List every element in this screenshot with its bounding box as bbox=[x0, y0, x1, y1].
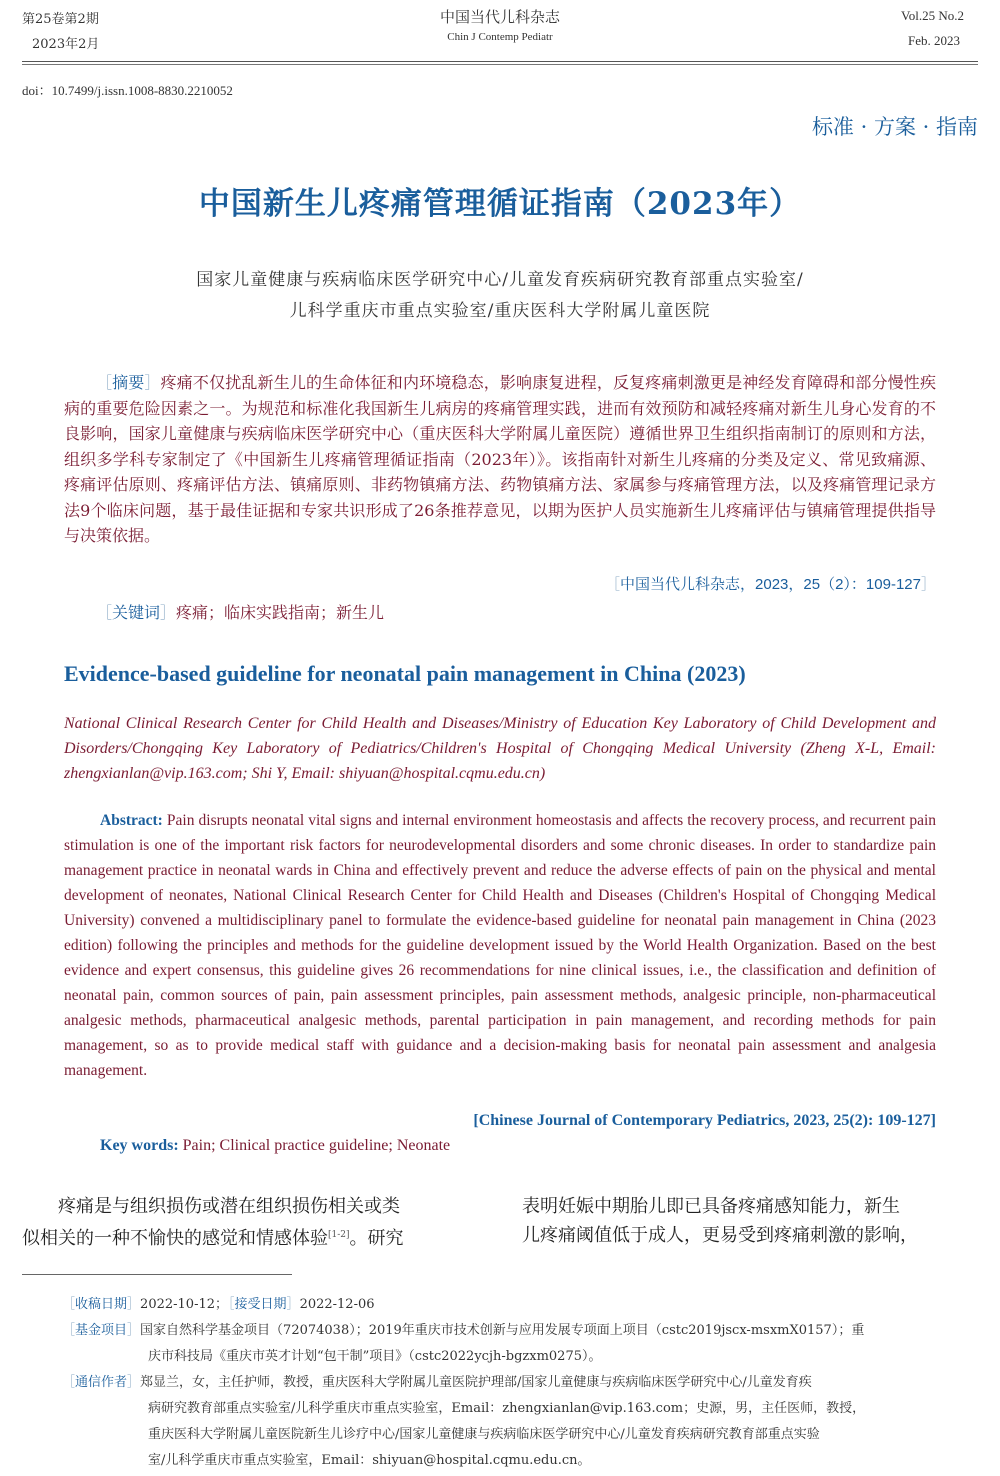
keywords-cn-text: 疼痛；临床实践指南；新生儿 bbox=[176, 603, 385, 622]
fund-label: 基金项目 bbox=[75, 1323, 128, 1338]
header-journal-cn: 中国当代儿科杂志 bbox=[439, 8, 560, 26]
header-rule bbox=[22, 61, 978, 62]
affiliation-en: National Clinical Research Center for Child Health and Diseases/Ministry of Education Key Laboratory of Child Development and Disorders/Chongqing Key Laboratory of Pediatrics/Children's Hospital of Chongqing Medical University (Zheng X-L, Email: zhengxianlan@vip.163.com; Shi Y, Email: shiyuan@hospital.cqmu.edu.cn) bbox=[64, 715, 936, 782]
abstract-en-text: Pain disrupts neonatal vital signs and internal environment homeostasis and affects the recovery process, and recurrent pain stimulation is one of the important risk factors for neurodevelopmental disorders and some chronic diseases. In order to standardize pain management practice in neonatal wards in China and effectively prevent and reduce the adverse effects of pain on the physical and mental development of neonates, National Clinical Research Center for Child Health and Diseases (Children's Hospital of Chongqing Medical University) convened a multidisciplinary panel to formulate the evidence-based guideline for neonatal pain management in China (2023 edition) following the principles and methods for the guideline development issued by the World Health Organization. Based on the best evidence and expert consensus, this guideline gives 26 recommendations for nine clinical issues, i.e., the classification and definition of neonatal pain, common sources of pain, pain assessment principles, pain assessment methods, analgesic principle, non-pharmaceutical analgesic methods, pharmaceutical analgesic methods, parental participation in pain management, and recording methods for pain management, so as to provide medical staff with guidance and a decision-making basis for neonatal pain assessment and analgesia management. bbox=[64, 812, 937, 1079]
doi[interactable]: doi：10.7499/j.issn.1008-8830.2210052 bbox=[22, 83, 233, 98]
corr-label: 通信作者 bbox=[75, 1375, 128, 1390]
citation-en: [Chinese Journal of Contemporary Pediatrics, 2023, 25(2): 109-127] bbox=[473, 1112, 936, 1129]
body-column-left bbox=[22, 1192, 477, 1253]
abstract-en-label: Abstract: bbox=[100, 812, 163, 829]
keywords-en-label: Key words: bbox=[100, 1137, 179, 1154]
body-left-line1: 疼痛是与组织损伤或潜在组织损伤相关或类 bbox=[58, 1196, 400, 1217]
abstract-en bbox=[64, 808, 936, 1083]
body-left-line2: 似相关的一种不愉快的感觉和情感体验[1-2]。研究 bbox=[22, 1228, 404, 1249]
page-title-cn: 中国新生儿疼痛管理循证指南（2023年） bbox=[198, 186, 802, 222]
fund-line2: 庆市科技局《重庆市英才计划“包干制”项目》（cstc2022ycjh-bgzxm0275）。 bbox=[148, 1349, 602, 1364]
abstract-cn: ［摘要］疼痛不仅扰乱新生儿的生命体征和内环境稳态，影响康复进程，反复疼痛刺激更是神经发育障碍和部分慢性疾病的重要危险因素之一。为规范和标准化我国新生儿病房的疼痛管理实践，进而有效预防和减轻疼痛对新生儿身心发育的不良影响，国家儿童健康与疾病临床医学研究中心（重庆医科大学附属儿童医院）遵循世界卫生组织指南制订的原则和方法，组织多学科专家制定了《中国新生儿疼痛管理循证指南（2023年）》。该指南针对新生儿疼痛的分类及定义、常见致痛源、疼痛评估原则、疼痛评估方法、镇痛原则、非药物镇痛方法、药物镇痛方法、家属参与疼痛管理方法，以及疼痛管理记录方法9个临床问题，基于最佳证据和专家共识形成了26条推荐意见，以期为医护人员实施新生儿疼痛评估与镇痛管理提供指导与决策依据。 bbox=[64, 373, 936, 545]
received-label: 收稿日期 bbox=[75, 1297, 128, 1312]
accepted-date: 2022-12-06 bbox=[299, 1297, 375, 1312]
corr-line2: 病研究教育部重点实验室/儿科学重庆市重点实验室，Email：zhengxianlan@vip.163.com；史源，男，主任医师，教授， bbox=[148, 1401, 866, 1416]
reference-marker[interactable]: [1-2] bbox=[328, 1230, 350, 1240]
keywords-cn: ［关键词］疼痛；临床实践指南；新生儿 bbox=[96, 603, 385, 622]
keywords-en bbox=[100, 1137, 450, 1155]
footnote-rule bbox=[22, 1274, 292, 1275]
corr-line1: 郑显兰，女，主任护师，教授，重庆医科大学附属儿童医院护理部/国家儿童健康与疾病临床医学研究中心/儿童发育疾 bbox=[140, 1375, 812, 1390]
section-tag: 标准 · 方案 · 指南 bbox=[811, 115, 978, 139]
body-right-line1: 表明妊娠中期胎儿即已具备疼痛感知能力，新生 bbox=[522, 1196, 900, 1217]
header-vol-en: Vol.25 No.2 bbox=[901, 8, 964, 23]
footnote-dates: ［收稿日期］2022-10-12；［接受日期］2022-12-06 bbox=[62, 1297, 375, 1312]
affiliation-cn-line1: 国家儿童健康与疾病临床医学研究中心/儿童发育疾病研究教育部重点实验室/ bbox=[196, 270, 804, 290]
corr-line4: 室/儿科学重庆市重点实验室，Email：shiyuan@hospital.cqmu.edu.cn。 bbox=[148, 1453, 591, 1468]
header-date-cn: 2023年2月 bbox=[32, 37, 100, 52]
keywords-en-text: Pain; Clinical practice guideline; Neonate bbox=[182, 1137, 451, 1154]
affiliation-cn-line2: 儿科学重庆市重点实验室/重庆医科大学附属儿童医院 bbox=[289, 301, 711, 321]
citation-cn-text: 中国当代儿科杂志，2023，25（2）：109-127 bbox=[620, 576, 921, 593]
abstract-cn-text: 疼痛不仅扰乱新生儿的生命体征和内环境稳态，影响康复进程，反复疼痛刺激更是神经发育障碍和部分慢性疾病的重要危险因素之一。为规范和标准化我国新生儿病房的疼痛管理实践，进而有效预防和减轻疼痛对新生儿身心发育的不良影响，国家儿童健康与疾病临床医学研究中心（重庆医科大学附属儿童医院）遵循世界卫生组织指南制订的原则和方法，组织多学科专家制定了《中国新生儿疼痛管理循证指南（2023年）》。该指南针对新生儿疼痛的分类及定义、常见致痛源、疼痛评估原则、疼痛评估方法、镇痛原则、非药物镇痛方法、药物镇痛方法、家属参与疼痛管理方法，以及疼痛管理记录方法9个临床问题，基于最佳证据和专家共识形成了26条推荐意见，以期为医护人员实施新生儿疼痛评估与镇痛管理提供指导与决策依据。 bbox=[64, 373, 936, 545]
footnote-corresponding: ［通信作者］郑显兰，女，主任护师，教授，重庆医科大学附属儿童医院护理部/国家儿童健康与疾病临床医学研究中心/儿童发育疾 病研究教育部重点实验室/儿科学重庆市重点实验室，Email：zhengxianlan@vip.163.com；史源，男，主任医师，教授， 重庆医科大学附属儿童医院新生儿诊疗中心/国家儿童健康与疾病临床医学研究中心/儿童发育疾病研究教育部重点实验 室/儿科学重庆市重点实验室，Email：shiyuan@hospital.cqmu.edu.cn。 bbox=[62, 1370, 982, 1474]
citation-cn: ［中国当代儿科杂志，2023，25（2）：109-127］ bbox=[605, 576, 936, 593]
body-column-right bbox=[522, 1192, 978, 1250]
footnote-fund: ［基金项目］国家自然科学基金项目（72074038）；2019年重庆市技术创新与应用发展专项面上项目（cstc2019jscx-msxmX0157）；重 庆市科技局《重庆市英才计划“包干制”项目》（cstc2022ycjh-bgzxm0275）。 bbox=[62, 1318, 982, 1370]
fund-line1: 国家自然科学基金项目（72074038）；2019年重庆市技术创新与应用发展专项面上项目（cstc2019jscx-msxmX0157）；重 bbox=[140, 1323, 865, 1338]
header-rule-thin bbox=[22, 64, 978, 65]
header-volume: 第25卷第2期 bbox=[22, 12, 99, 27]
accepted-label: 接受日期 bbox=[234, 1297, 287, 1312]
corr-line3: 重庆医科大学附属儿童医院新生儿诊疗中心/国家儿童健康与疾病临床医学研究中心/儿童发育疾病研究教育部重点实验 bbox=[148, 1427, 820, 1442]
received-date: 2022-10-12； bbox=[140, 1297, 229, 1312]
keywords-cn-label: 关键词 bbox=[112, 603, 161, 622]
body-right-line2: 儿疼痛阈值低于成人，更易受到疼痛刺激的影响， bbox=[522, 1225, 918, 1246]
header-journal-en: Chin J Contemp Pediatr bbox=[447, 31, 553, 43]
abstract-cn-label: 摘要 bbox=[112, 373, 145, 392]
page-title-en: Evidence-based guideline for neonatal pain management in China (2023) bbox=[64, 661, 746, 686]
header-date-en: Feb. 2023 bbox=[908, 33, 960, 48]
